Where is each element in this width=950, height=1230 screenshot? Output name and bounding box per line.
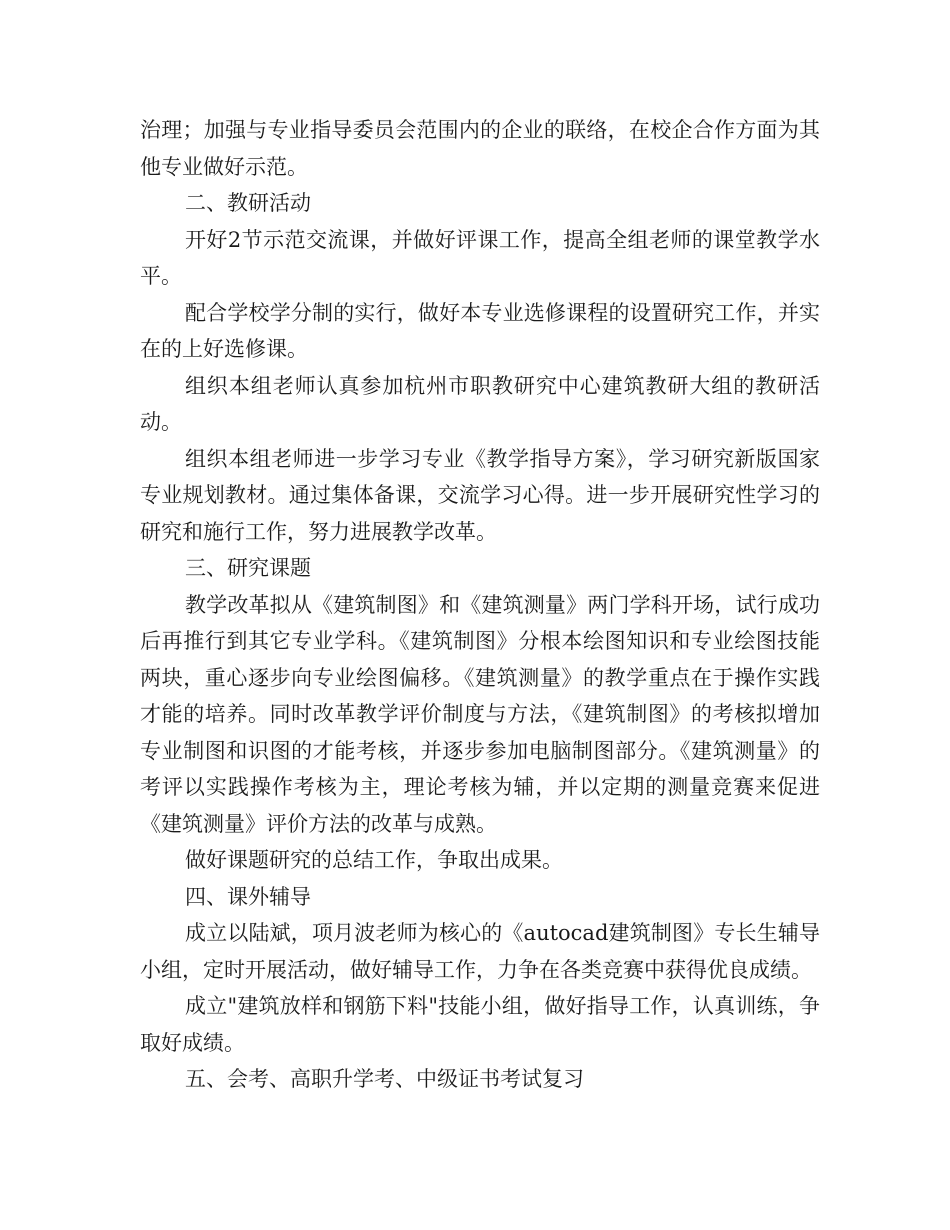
- section-heading-research-topics: 三、研究课题: [185, 556, 311, 580]
- document-body: [140, 112, 820, 1098]
- section-heading-extracurricular: 四、课外辅导: [185, 884, 311, 909]
- paragraph: 开好2节示范交流课，并做好评课工作，提高全组老师的课堂教学水平。: [140, 227, 820, 288]
- section-heading-exam-review: 五、会考、高职升学考、中级证书考试复习: [185, 1067, 584, 1091]
- paragraph: 教学改革拟从《建筑制图》和《建筑测量》两门学科开场，试行成功后再推行到其它专业学科。《建筑制图》分根本绘图知识和专业绘图技能两块，重心逐步向专业绘图偏移。《建筑测量》的教学重点在于操作实践才能的培养。同时改革教学评价制度与方法，《建筑制图》的考核拟增加专业制图和识图的才能考核，并逐步参加电脑制图部分。《建筑测量》的考评以实践操作考核为主，理论考核为辅，并以定期的测量竞赛来促进《建筑测量》评价方法的改革与成熟。: [140, 592, 820, 836]
- paragraph-continuation: 治理；加强与专业指导委员会范围内的企业的联络，在校企合作方面为其他专业做好示范。: [140, 118, 820, 179]
- paragraph: 组织本组老师认真参加杭州市职教研究中心建筑教研大组的教研活动。: [140, 373, 820, 434]
- paragraph: 做好课题研究的总结工作，争取出成果。: [185, 848, 563, 872]
- paragraph: 配合学校学分制的实行，做好本专业选修课程的设置研究工作，并实在的上好选修课。: [140, 300, 820, 361]
- section-heading-teaching-research: 二、教研活动: [185, 191, 311, 215]
- paragraph: 成立以陆斌，项月波老师为核心的《autocad建筑制图》专长生辅导小组，定时开展活动，做好辅导工作，力争在各类竞赛中获得优良成绩。: [140, 921, 820, 982]
- paragraph: 组织本组老师进一步学习专业《教学指导方案》，学习研究新版国家专业规划教材。通过集体备课，交流学习心得。进一步开展研究性学习的研究和施行工作，努力进展教学改革。: [140, 446, 820, 544]
- paragraph: 成立"建筑放样和钢筋下料"技能小组，做好指导工作，认真训练，争取好成绩。: [140, 994, 820, 1055]
